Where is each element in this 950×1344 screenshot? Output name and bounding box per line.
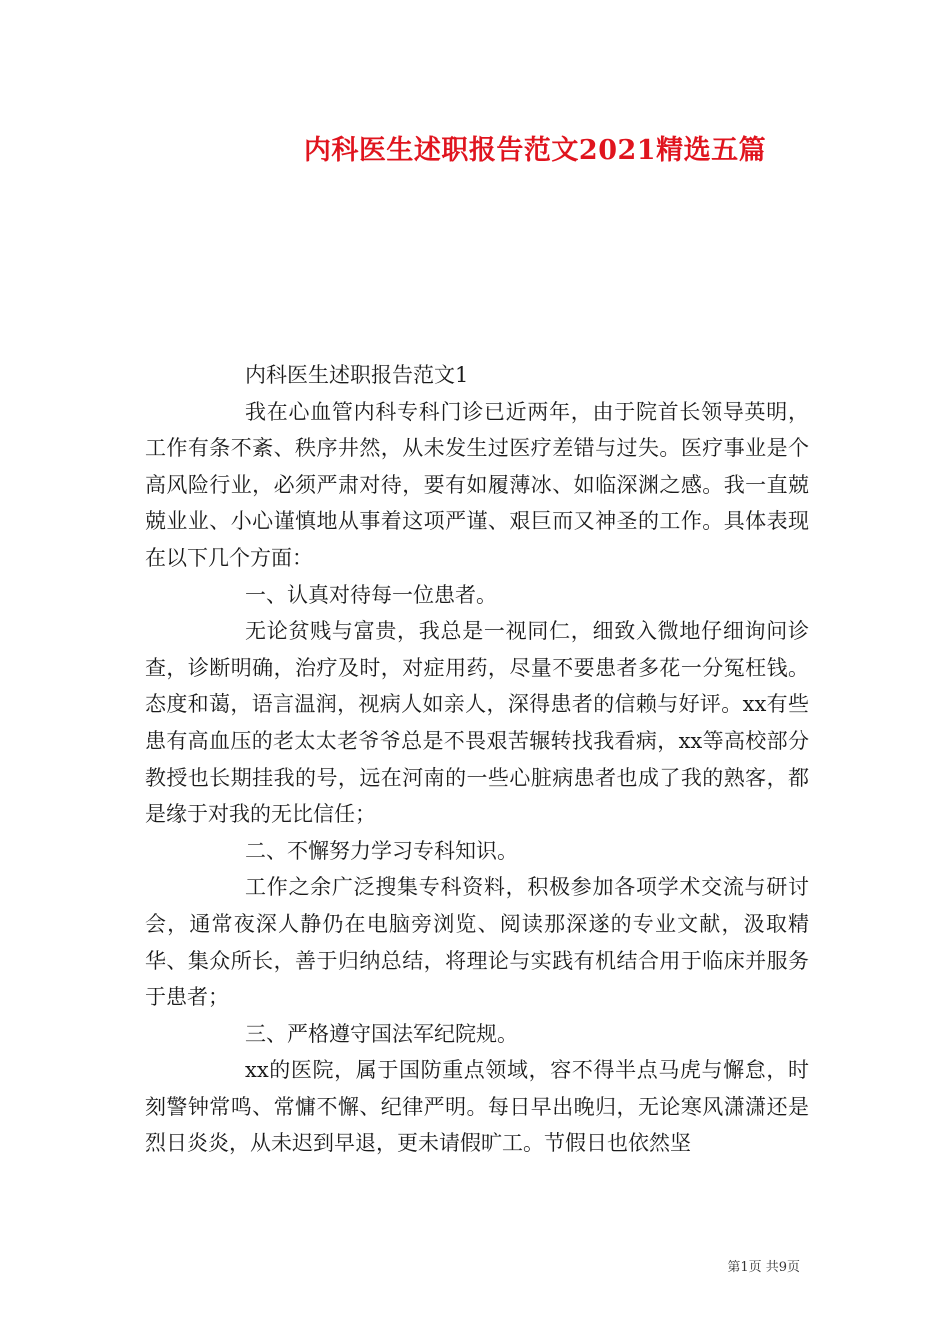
paragraph: xx的医院，属于国防重点领域，容不得半点马虎与懈怠，时刻警钟常鸣、常慵不懈、纪律严明。每日早出晚归，无论寒风潇潇还是烈日炎炎，从未迟到早退，更未请假旷工。节假日也依然坚 <box>145 1058 809 1156</box>
section-heading: 内科医生述职报告范文1 <box>245 363 469 387</box>
paragraph: 我在心血管内科专科门诊已近两年，由于院首长领导英明，工作有条不紊、秩序井然，从未发生过医疗差错与过失。医疗事业是个高风险行业，必须严肃对待，要有如履薄冰、如临深渊之感。我一直兢兢业业、小心谨慎地从事着这项严谨、艰巨而又神圣的工作。具体表现在以下几个方面： <box>145 399 809 570</box>
section-heading: 三、严格遵守国法军纪院规。 <box>245 1021 518 1046</box>
page-number: 第1页 共9页 <box>727 1260 800 1275</box>
paragraph: 无论贫贱与富贵，我总是一视同仁，细致入微地仔细询问诊查，诊断明确，治疗及时，对症用药，尽量不要患者多花一分冤枉钱。态度和蔼，语言温润，视病人如亲人，深得患者的信赖与好评。xx有些患有高血压的老太太老爷爷总是不畏艰苦辗转找我看病，xx等高校部分教授也长期挂我的号，远在河南的一些心脏病患者也成了我的熟客，都是缘于对我的无比信任； <box>145 619 809 827</box>
section-heading: 二、不懈努力学习专科知识。 <box>245 838 518 863</box>
section-heading: 一、认真对待每一位患者。 <box>245 582 497 607</box>
document-title: 内科医生述职报告范文2021精选五篇 <box>303 135 767 166</box>
paragraph: 工作之余广泛搜集专科资料，积极参加各项学术交流与研讨会，通常夜深人静仍在电脑旁浏览、阅读那深遂的专业文献，汲取精华、集众所长，善于归纳总结，将理论与实践有机结合用于临床并服务于患者； <box>145 875 809 1010</box>
document-body <box>145 357 809 1162</box>
